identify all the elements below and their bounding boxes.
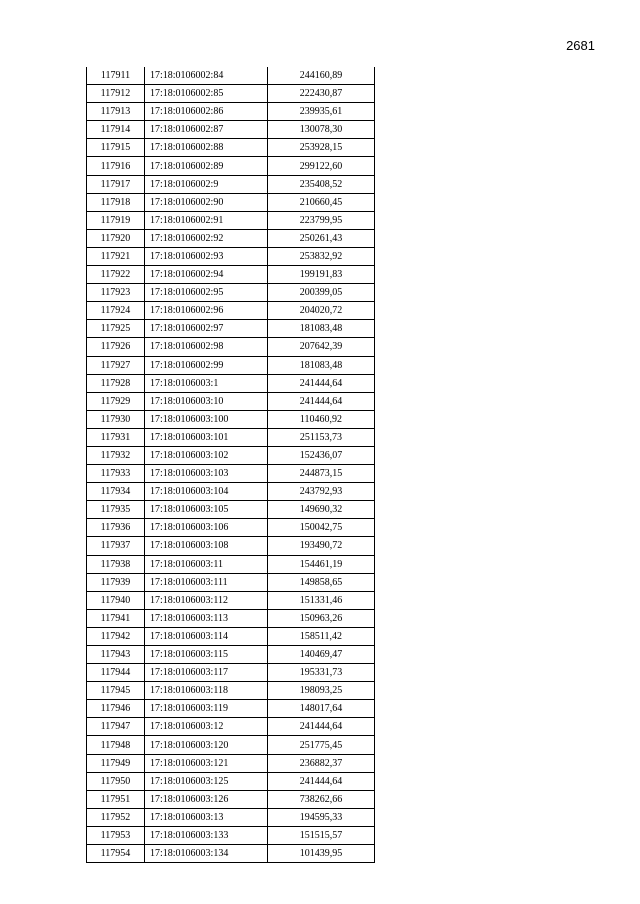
cadastral-number-cell: 17:18:0106003:11: [145, 555, 268, 573]
row-number-cell: 117928: [87, 374, 145, 392]
cadastral-number-cell: 17:18:0106003:100: [145, 410, 268, 428]
row-number-cell: 117932: [87, 446, 145, 464]
cadastral-value-cell: 204020,72: [268, 302, 375, 320]
row-number-cell: 117946: [87, 700, 145, 718]
cadastral-value-cell: 140469,47: [268, 646, 375, 664]
cadastral-value-cell: 181083,48: [268, 356, 375, 374]
cadastral-number-cell: 17:18:0106003:103: [145, 465, 268, 483]
row-number-cell: 117916: [87, 157, 145, 175]
cadastral-number-cell: 17:18:0106002:95: [145, 284, 268, 302]
table-row: [87, 808, 375, 826]
table-row: [87, 519, 375, 537]
cadastral-value-cell: 243792,93: [268, 483, 375, 501]
cadastral-value-cell: 151331,46: [268, 591, 375, 609]
cadastral-number-cell: 17:18:0106002:91: [145, 211, 268, 229]
table-row: [87, 555, 375, 573]
cadastral-value-cell: 253832,92: [268, 247, 375, 265]
table-row: [87, 302, 375, 320]
row-number-cell: 117947: [87, 718, 145, 736]
cadastral-value-cell: 152436,07: [268, 446, 375, 464]
table-row: [87, 790, 375, 808]
table-row: [87, 103, 375, 121]
cadastral-number-cell: 17:18:0106003:112: [145, 591, 268, 609]
row-number-cell: 117925: [87, 320, 145, 338]
cadastral-value-cell: 241444,64: [268, 392, 375, 410]
cadastral-number-cell: 17:18:0106003:13: [145, 808, 268, 826]
table-row: [87, 718, 375, 736]
cadastral-number-cell: 17:18:0106003:115: [145, 646, 268, 664]
row-number-cell: 117952: [87, 808, 145, 826]
cadastral-number-cell: 17:18:0106002:86: [145, 103, 268, 121]
cadastral-value-cell: 222430,87: [268, 85, 375, 103]
cadastral-number-cell: 17:18:0106002:94: [145, 266, 268, 284]
cadastral-value-cell: 150042,75: [268, 519, 375, 537]
cadastral-value-cell: 148017,64: [268, 700, 375, 718]
cadastral-number-cell: 17:18:0106003:106: [145, 519, 268, 537]
table-row: [87, 229, 375, 247]
row-number-cell: 117936: [87, 519, 145, 537]
cadastral-value-cell: 235408,52: [268, 175, 375, 193]
table-row: [87, 410, 375, 428]
row-number-cell: 117917: [87, 175, 145, 193]
row-number-cell: 117913: [87, 103, 145, 121]
row-number-cell: 117937: [87, 537, 145, 555]
cadastral-value-cell: 241444,64: [268, 374, 375, 392]
cadastral-number-cell: 17:18:0106002:98: [145, 338, 268, 356]
table-row: [87, 573, 375, 591]
cadastral-value-cell: 151515,57: [268, 826, 375, 844]
table-row: [87, 157, 375, 175]
cadastral-value-cell: 253928,15: [268, 139, 375, 157]
table-row: [87, 826, 375, 844]
row-number-cell: 117915: [87, 139, 145, 157]
table-row: [87, 501, 375, 519]
row-number-cell: 117940: [87, 591, 145, 609]
cadastral-value-cell: 158511,42: [268, 627, 375, 645]
row-number-cell: 117921: [87, 247, 145, 265]
row-number-cell: 117944: [87, 664, 145, 682]
row-number-cell: 117951: [87, 790, 145, 808]
cadastral-number-cell: 17:18:0106003:12: [145, 718, 268, 736]
cadastral-value-cell: 223799,95: [268, 211, 375, 229]
cadastral-value-cell: 193490,72: [268, 537, 375, 555]
cadastral-value-cell: 244873,15: [268, 465, 375, 483]
cadastral-value-cell: 195331,73: [268, 664, 375, 682]
cadastral-number-cell: 17:18:0106003:117: [145, 664, 268, 682]
table-row: [87, 320, 375, 338]
table-row: [87, 682, 375, 700]
row-number-cell: 117929: [87, 392, 145, 410]
table-row: [87, 139, 375, 157]
table-row: [87, 175, 375, 193]
cadastral-number-cell: 17:18:0106003:118: [145, 682, 268, 700]
cadastral-number-cell: 17:18:0106003:126: [145, 790, 268, 808]
cadastral-value-cell: 241444,64: [268, 772, 375, 790]
row-number-cell: 117945: [87, 682, 145, 700]
table-row: [87, 537, 375, 555]
table-row: [87, 374, 375, 392]
row-number-cell: 117950: [87, 772, 145, 790]
row-number-cell: 117930: [87, 410, 145, 428]
row-number-cell: 117927: [87, 356, 145, 374]
cadastral-number-cell: 17:18:0106002:97: [145, 320, 268, 338]
cadastral-value-cell: 251775,45: [268, 736, 375, 754]
row-number-cell: 117935: [87, 501, 145, 519]
row-number-cell: 117926: [87, 338, 145, 356]
cadastral-number-cell: 17:18:0106002:93: [145, 247, 268, 265]
cadastral-value-cell: 199191,83: [268, 266, 375, 284]
cadastral-number-cell: 17:18:0106002:90: [145, 193, 268, 211]
row-number-cell: 117934: [87, 483, 145, 501]
cadastral-number-cell: 17:18:0106002:9: [145, 175, 268, 193]
row-number-cell: 117953: [87, 826, 145, 844]
cadastral-value-table: [86, 67, 375, 863]
page-number: 2681: [566, 38, 595, 53]
cadastral-value-cell: 130078,30: [268, 121, 375, 139]
cadastral-number-cell: 17:18:0106002:87: [145, 121, 268, 139]
cadastral-value-cell: 149690,32: [268, 501, 375, 519]
table-row: [87, 845, 375, 863]
table-row: [87, 428, 375, 446]
cadastral-number-cell: 17:18:0106002:99: [145, 356, 268, 374]
cadastral-value-cell: 251153,73: [268, 428, 375, 446]
table-row: [87, 754, 375, 772]
cadastral-value-cell: 207642,39: [268, 338, 375, 356]
cadastral-value-cell: 738262,66: [268, 790, 375, 808]
table-row: [87, 193, 375, 211]
cadastral-number-cell: 17:18:0106002:88: [145, 139, 268, 157]
row-number-cell: 117939: [87, 573, 145, 591]
cadastral-value-cell: 244160,89: [268, 67, 375, 85]
table-body: [87, 67, 375, 863]
table-row: [87, 483, 375, 501]
cadastral-number-cell: 17:18:0106003:121: [145, 754, 268, 772]
row-number-cell: 117924: [87, 302, 145, 320]
table-row: [87, 392, 375, 410]
cadastral-value-cell: 181083,48: [268, 320, 375, 338]
cadastral-value-cell: 110460,92: [268, 410, 375, 428]
table-row: [87, 736, 375, 754]
table-row: [87, 211, 375, 229]
cadastral-number-cell: 17:18:0106003:114: [145, 627, 268, 645]
row-number-cell: 117919: [87, 211, 145, 229]
row-number-cell: 117914: [87, 121, 145, 139]
cadastral-number-cell: 17:18:0106003:133: [145, 826, 268, 844]
cadastral-number-cell: 17:18:0106003:10: [145, 392, 268, 410]
table-row: [87, 67, 375, 85]
cadastral-value-cell: 236882,37: [268, 754, 375, 772]
cadastral-value-cell: 299122,60: [268, 157, 375, 175]
row-number-cell: 117938: [87, 555, 145, 573]
cadastral-value-cell: 154461,19: [268, 555, 375, 573]
table-row: [87, 356, 375, 374]
cadastral-value-cell: 101439,95: [268, 845, 375, 863]
cadastral-number-cell: 17:18:0106003:120: [145, 736, 268, 754]
table-row: [87, 664, 375, 682]
row-number-cell: 117912: [87, 85, 145, 103]
table-row: [87, 591, 375, 609]
row-number-cell: 117954: [87, 845, 145, 863]
cadastral-number-cell: 17:18:0106003:101: [145, 428, 268, 446]
cadastral-number-cell: 17:18:0106002:85: [145, 85, 268, 103]
table-row: [87, 646, 375, 664]
table-row: [87, 446, 375, 464]
cadastral-number-cell: 17:18:0106003:125: [145, 772, 268, 790]
cadastral-number-cell: 17:18:0106003:105: [145, 501, 268, 519]
cadastral-number-cell: 17:18:0106003:111: [145, 573, 268, 591]
cadastral-number-cell: 17:18:0106002:92: [145, 229, 268, 247]
row-number-cell: 117942: [87, 627, 145, 645]
cadastral-value-cell: 239935,61: [268, 103, 375, 121]
table-row: [87, 772, 375, 790]
row-number-cell: 117949: [87, 754, 145, 772]
cadastral-number-cell: 17:18:0106003:102: [145, 446, 268, 464]
cadastral-value-cell: 149858,65: [268, 573, 375, 591]
row-number-cell: 117933: [87, 465, 145, 483]
row-number-cell: 117918: [87, 193, 145, 211]
cadastral-number-cell: 17:18:0106003:119: [145, 700, 268, 718]
row-number-cell: 117931: [87, 428, 145, 446]
cadastral-number-cell: 17:18:0106003:134: [145, 845, 268, 863]
cadastral-value-cell: 198093,25: [268, 682, 375, 700]
cadastral-number-cell: 17:18:0106002:96: [145, 302, 268, 320]
table-row: [87, 609, 375, 627]
table-row: [87, 284, 375, 302]
cadastral-value-cell: 150963,26: [268, 609, 375, 627]
table-row: [87, 700, 375, 718]
cadastral-value-cell: 210660,45: [268, 193, 375, 211]
cadastral-number-cell: 17:18:0106003:108: [145, 537, 268, 555]
table-row: [87, 338, 375, 356]
cadastral-value-cell: 200399,05: [268, 284, 375, 302]
row-number-cell: 117920: [87, 229, 145, 247]
row-number-cell: 117941: [87, 609, 145, 627]
table-row: [87, 266, 375, 284]
row-number-cell: 117922: [87, 266, 145, 284]
table-row: [87, 465, 375, 483]
cadastral-number-cell: 17:18:0106002:84: [145, 67, 268, 85]
table-row: [87, 247, 375, 265]
cadastral-value-cell: 250261,43: [268, 229, 375, 247]
table-row: [87, 121, 375, 139]
cadastral-value-cell: 194595,33: [268, 808, 375, 826]
cadastral-value-cell: 241444,64: [268, 718, 375, 736]
table-row: [87, 85, 375, 103]
row-number-cell: 117943: [87, 646, 145, 664]
cadastral-number-cell: 17:18:0106003:113: [145, 609, 268, 627]
row-number-cell: 117923: [87, 284, 145, 302]
row-number-cell: 117948: [87, 736, 145, 754]
row-number-cell: 117911: [87, 67, 145, 85]
table-row: [87, 627, 375, 645]
cadastral-number-cell: 17:18:0106003:1: [145, 374, 268, 392]
cadastral-number-cell: 17:18:0106002:89: [145, 157, 268, 175]
cadastral-number-cell: 17:18:0106003:104: [145, 483, 268, 501]
